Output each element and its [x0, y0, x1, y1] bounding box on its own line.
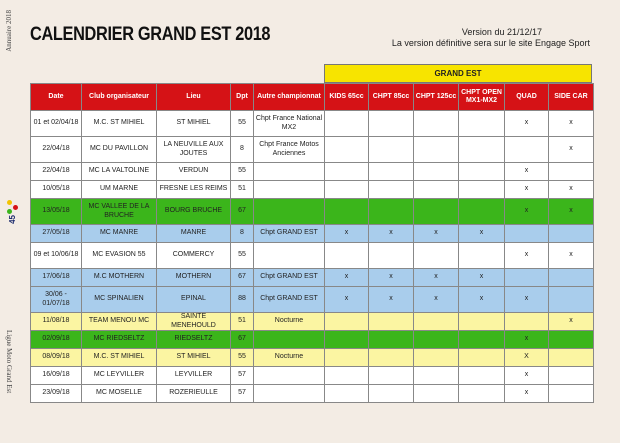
cell-chpt-85cc: x [369, 225, 414, 243]
cell-chpt-125cc [414, 111, 459, 137]
cell-kids-65cc [325, 137, 369, 163]
cell-dpt: 8 [231, 225, 254, 243]
cell-chpt-125cc [414, 349, 459, 367]
cell-quad: x [505, 163, 549, 181]
cell-chpt-open [459, 243, 505, 269]
cell-chpt-open [459, 367, 505, 385]
cell-chpt-125cc [414, 199, 459, 225]
cell-chpt-125cc [414, 163, 459, 181]
cell-club: MC DU PAVILLON [82, 137, 157, 163]
cell-side-car: x [549, 313, 594, 331]
table-row [31, 163, 594, 181]
cell-date: 16/09/18 [31, 367, 82, 385]
table-row [31, 181, 594, 199]
cell-lieu: MANRE [157, 225, 231, 243]
cell-dpt: 51 [231, 313, 254, 331]
cell-autre-championnat: Chpt GRAND EST [254, 287, 325, 313]
cell-quad: x [505, 111, 549, 137]
table-row [31, 111, 594, 137]
cell-quad: x [505, 331, 549, 349]
cell-date: 27/05/18 [31, 225, 82, 243]
cell-club: MC LA VALTOLINE [82, 163, 157, 181]
table-row [31, 287, 594, 313]
cell-date: 17/06/18 [31, 269, 82, 287]
cell-chpt-open: x [459, 269, 505, 287]
cell-date: 11/08/18 [31, 313, 82, 331]
cell-date: 23/09/18 [31, 385, 82, 403]
col-date: Date [31, 84, 82, 111]
cell-club: M.C. ST MIHIEL [82, 349, 157, 367]
table-row [31, 199, 594, 225]
cell-lieu: SAINTE MENEHOULD [157, 313, 231, 331]
cell-kids-65cc: x [325, 287, 369, 313]
table-row [31, 137, 594, 163]
version-date: Version du 21/12/17 [461, 27, 542, 37]
grand-est-group-header: GRAND EST [324, 64, 592, 83]
cell-autre-championnat: Chpt France Motos Anciennes [254, 137, 325, 163]
cell-dpt: 67 [231, 331, 254, 349]
cell-quad: x [505, 181, 549, 199]
cell-lieu: VERDUN [157, 163, 231, 181]
cell-kids-65cc [325, 163, 369, 181]
cell-lieu: LEYVILLER [157, 367, 231, 385]
cell-date: 10/05/18 [31, 181, 82, 199]
cell-lieu: BOURG BRUCHE [157, 199, 231, 225]
cell-chpt-125cc [414, 181, 459, 199]
cell-autre-championnat: Chpt GRAND EST [254, 225, 325, 243]
cell-chpt-85cc [369, 111, 414, 137]
cell-quad [505, 137, 549, 163]
cell-dpt: 67 [231, 269, 254, 287]
cell-kids-65cc [325, 181, 369, 199]
cell-chpt-open [459, 111, 505, 137]
cell-autre-championnat: Nocturne [254, 313, 325, 331]
col-chpt-85cc: CHPT 85cc [369, 84, 414, 111]
cell-dpt: 51 [231, 181, 254, 199]
cell-chpt-85cc [369, 367, 414, 385]
cell-quad [505, 269, 549, 287]
cell-side-car: x [549, 111, 594, 137]
table-row [31, 269, 594, 287]
cell-date: 30/06 - 01/07/18 [31, 287, 82, 313]
green-dot-icon [7, 209, 12, 214]
col-quad: QUAD [505, 84, 549, 111]
cell-chpt-85cc [369, 331, 414, 349]
version-info [330, 27, 590, 49]
cell-kids-65cc: x [325, 269, 369, 287]
cell-side-car [549, 385, 594, 403]
cell-chpt-open: x [459, 287, 505, 313]
cell-side-car [549, 349, 594, 367]
cell-club: M.C MOTHERN [82, 269, 157, 287]
cell-club: MC MANRE [82, 225, 157, 243]
cell-chpt-open [459, 137, 505, 163]
cell-date: 22/04/18 [31, 163, 82, 181]
cell-kids-65cc [325, 331, 369, 349]
cell-quad: X [505, 349, 549, 367]
cell-chpt-125cc [414, 137, 459, 163]
cell-chpt-open [459, 313, 505, 331]
cell-dpt: 8 [231, 137, 254, 163]
cell-side-car [549, 163, 594, 181]
cell-dpt: 57 [231, 385, 254, 403]
col-lieu: Lieu [157, 84, 231, 111]
cell-chpt-open [459, 199, 505, 225]
cell-chpt-85cc [369, 243, 414, 269]
cell-date: 09 et 10/06/18 [31, 243, 82, 269]
cell-chpt-85cc [369, 181, 414, 199]
cell-club: MC SPINALIEN [82, 287, 157, 313]
col-club: Club organisateur [82, 84, 157, 111]
cell-chpt-125cc: x [414, 287, 459, 313]
cell-chpt-125cc [414, 313, 459, 331]
cell-lieu: RIEDSELTZ [157, 331, 231, 349]
cell-chpt-85cc [369, 313, 414, 331]
cell-quad: x [505, 243, 549, 269]
cell-dpt: 57 [231, 367, 254, 385]
cell-chpt-125cc [414, 385, 459, 403]
version-note: La version définitive sera sur le site Engage Sport [391, 38, 590, 48]
cell-kids-65cc [325, 367, 369, 385]
cell-dpt: 67 [231, 199, 254, 225]
cell-autre-championnat [254, 385, 325, 403]
cell-club: MC EVASION 55 [82, 243, 157, 269]
cell-date: 13/05/18 [31, 199, 82, 225]
ligue-side-label: Ligue Moto Grand Est [5, 330, 13, 394]
cell-lieu: ROZERIEULLE [157, 385, 231, 403]
cell-autre-championnat [254, 367, 325, 385]
cell-kids-65cc [325, 385, 369, 403]
cell-autre-championnat [254, 331, 325, 349]
cell-dpt: 88 [231, 287, 254, 313]
cell-chpt-125cc: x [414, 269, 459, 287]
yellow-dot-icon [7, 200, 12, 205]
cell-side-car [549, 225, 594, 243]
cell-autre-championnat: Nocturne [254, 349, 325, 367]
cell-chpt-85cc [369, 385, 414, 403]
cell-chpt-open [459, 385, 505, 403]
cell-side-car: x [549, 243, 594, 269]
cell-club: M.C. ST MIHIEL [82, 111, 157, 137]
cell-chpt-open [459, 349, 505, 367]
cell-chpt-open: x [459, 225, 505, 243]
table-row [31, 225, 594, 243]
cell-club: TEAM MENOU MC [82, 313, 157, 331]
col-chpt-open: CHPT OPEN MX1-MX2 [459, 84, 505, 111]
table-row [31, 385, 594, 403]
cell-quad: x [505, 367, 549, 385]
cell-autre-championnat [254, 199, 325, 225]
cell-side-car: x [549, 137, 594, 163]
cell-dpt: 55 [231, 111, 254, 137]
cell-lieu: ST MIHIEL [157, 349, 231, 367]
cell-chpt-open [459, 181, 505, 199]
page-title: CALENDRIER GRAND EST 2018 [30, 24, 271, 45]
cell-dpt: 55 [231, 163, 254, 181]
page-number: 45 [8, 215, 17, 224]
cell-club: MC MOSELLE [82, 385, 157, 403]
header-row [31, 84, 594, 111]
cell-chpt-open [459, 163, 505, 181]
cell-quad: x [505, 199, 549, 225]
calendar-table [30, 83, 594, 403]
red-dot-icon [13, 205, 18, 210]
cell-autre-championnat: Chpt France National MX2 [254, 111, 325, 137]
cell-club: MC RIEDSELTZ [82, 331, 157, 349]
cell-autre-championnat [254, 163, 325, 181]
cell-chpt-85cc: x [369, 287, 414, 313]
cell-lieu: COMMERCY [157, 243, 231, 269]
cell-chpt-85cc: x [369, 269, 414, 287]
cell-club: MC VALLEE DE LA BRUCHE [82, 199, 157, 225]
cell-side-car [549, 287, 594, 313]
cell-kids-65cc [325, 243, 369, 269]
table-row [31, 367, 594, 385]
cell-club: UM MARNE [82, 181, 157, 199]
col-side-car: SIDE CAR [549, 84, 594, 111]
cell-date: 01 et 02/04/18 [31, 111, 82, 137]
cell-side-car [549, 269, 594, 287]
cell-chpt-125cc [414, 331, 459, 349]
cell-autre-championnat [254, 181, 325, 199]
cell-quad [505, 313, 549, 331]
table-row [31, 349, 594, 367]
cell-date: 02/09/18 [31, 331, 82, 349]
cell-lieu: FRESNE LES REIMS [157, 181, 231, 199]
cell-chpt-open [459, 331, 505, 349]
table-row [31, 243, 594, 269]
cell-kids-65cc [325, 199, 369, 225]
annuaire-side-label: Annuaire 2018 [5, 10, 13, 52]
cell-date: 22/04/18 [31, 137, 82, 163]
cell-autre-championnat: Chpt GRAND EST [254, 269, 325, 287]
cell-chpt-85cc [369, 163, 414, 181]
table-row [31, 313, 594, 331]
col-chpt-125cc: CHPT 125cc [414, 84, 459, 111]
cell-dpt: 55 [231, 349, 254, 367]
cell-lieu: ST MIHIEL [157, 111, 231, 137]
cell-chpt-125cc [414, 243, 459, 269]
cell-lieu: LA NEUVILLE AUX JOUTES [157, 137, 231, 163]
cell-chpt-125cc [414, 367, 459, 385]
cell-quad: x [505, 385, 549, 403]
cell-quad: x [505, 287, 549, 313]
cell-lieu: MOTHERN [157, 269, 231, 287]
col-autre-championnat: Autre championnat [254, 84, 325, 111]
cell-chpt-125cc: x [414, 225, 459, 243]
cell-kids-65cc: x [325, 225, 369, 243]
cell-autre-championnat [254, 243, 325, 269]
cell-club: MC LEYVILLER [82, 367, 157, 385]
cell-side-car: x [549, 199, 594, 225]
cell-chpt-85cc [369, 199, 414, 225]
cell-dpt: 55 [231, 243, 254, 269]
cell-lieu: EPINAL [157, 287, 231, 313]
cell-kids-65cc [325, 111, 369, 137]
cell-chpt-85cc [369, 137, 414, 163]
col-dpt: Dpt [231, 84, 254, 111]
calendar-body [31, 111, 594, 403]
cell-side-car [549, 331, 594, 349]
table-row [31, 331, 594, 349]
cell-kids-65cc [325, 349, 369, 367]
cell-kids-65cc [325, 313, 369, 331]
cell-side-car: x [549, 181, 594, 199]
col-kids-65cc: KIDS 65cc [325, 84, 369, 111]
cell-date: 08/09/18 [31, 349, 82, 367]
cell-chpt-85cc [369, 349, 414, 367]
cell-side-car [549, 367, 594, 385]
cell-quad [505, 225, 549, 243]
